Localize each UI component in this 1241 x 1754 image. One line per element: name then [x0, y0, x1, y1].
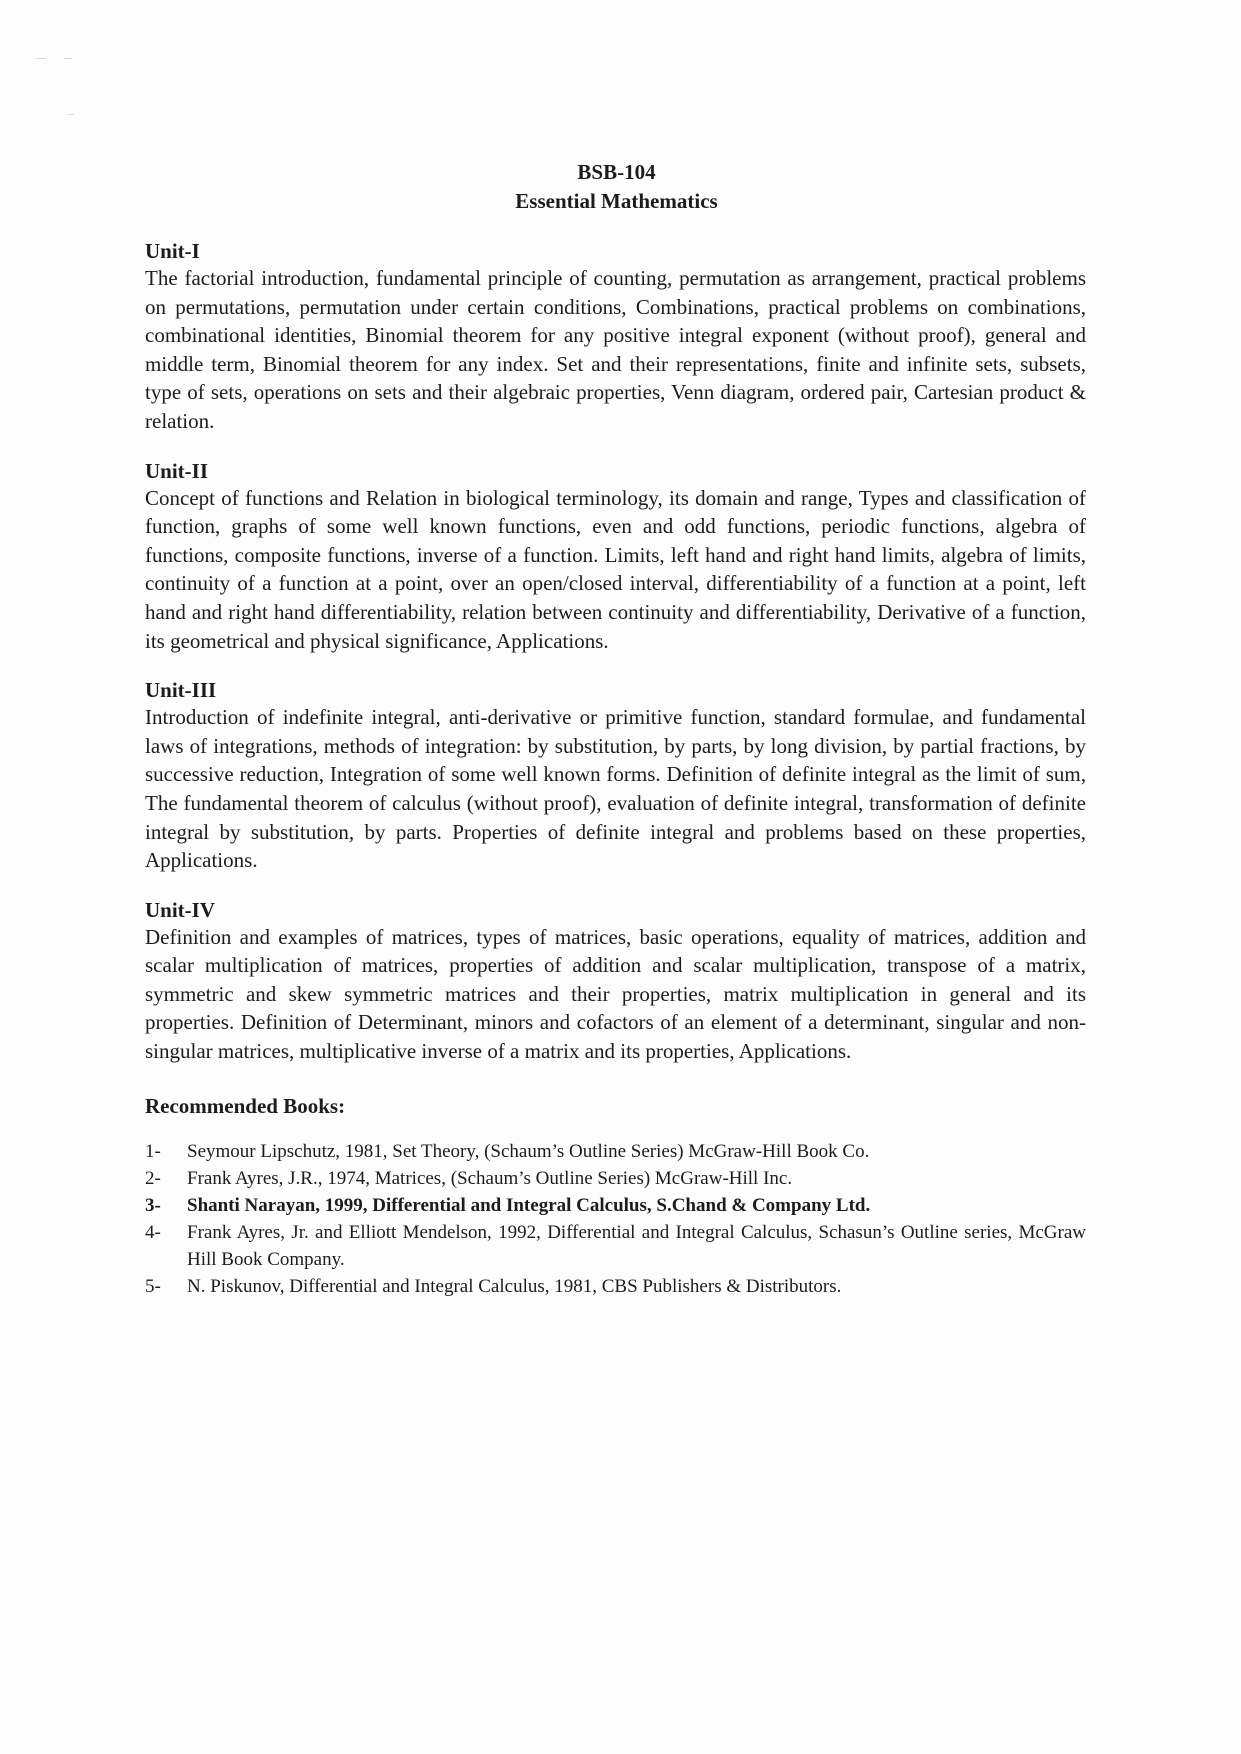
- document-page: [145, 158, 1086, 1300]
- book-item: [145, 1138, 1086, 1165]
- recommended-books: [145, 1092, 1086, 1300]
- unit-body: Introduction of indefinite integral, anti-derivative or primitive function, standard formulae, and fundamental laws of integrations, methods of integration: by substitution, by parts, by long division, by partial fractions, by successive reduction, Integration of some well known forms. Definition of definite integral as the limit of sum, The fundamental theorem of calculus (without proof), evaluation of definite integral, transformation of definite integral by substitution, by parts. Properties of definite integral and problems based on these properties, Applications.: [145, 705, 1086, 873]
- book-text: Shanti Narayan, 1999, Differential and Integral Calculus, S.Chand & Company Ltd.: [187, 1194, 871, 1216]
- book-item: [145, 1192, 1086, 1219]
- unit-title: Unit-I: [145, 239, 200, 263]
- book-list: [145, 1138, 1086, 1300]
- scan-artifact: [68, 114, 74, 115]
- unit-section: [145, 897, 1086, 1066]
- unit-section: [145, 458, 1086, 656]
- unit-title: Unit-III: [145, 678, 217, 703]
- book-item: [145, 1273, 1086, 1300]
- book-number: 5-: [145, 1275, 161, 1297]
- unit-body: Concept of functions and Relation in biological terminology, its domain and range, Types and classification of function, graphs of some well known functions, even and odd functions, periodic functions, algebra of functions, composite functions, inverse of a function. Limits, left hand and right hand limits, algebra of limits, continuity of a function at a point, over an open/closed interval, differentiability of a function at a point, left hand and right hand differentiability, relation between continuity and differentiability, Derivative of a function, its geometrical and physical significance, Applications.: [145, 485, 1086, 653]
- book-text: Seymour Lipschutz, 1981, Set Theory, (Schaum’s Outline Series) McGraw-Hill Book Co.: [187, 1140, 870, 1162]
- unit-body: Definition and examples of matrices, types of matrices, basic operations, equality of matrices, addition and scalar multiplication of matrices, properties of addition and scalar multiplication, transpose of a matrix, symmetric and skew symmetric matrices and their properties, matrix multiplication in general and its properties. Definition of Determinant, minors and cofactors of an element of a determinant, singular and non-singular matrices, multiplicative inverse of a matrix and its properties, Applications.: [145, 924, 1086, 1064]
- unit-title: Unit-II: [145, 458, 209, 483]
- unit-section: [145, 238, 1086, 436]
- book-number: 3-: [145, 1194, 161, 1216]
- book-number: 4-: [145, 1221, 161, 1243]
- course-code: BSB-104: [577, 160, 656, 184]
- book-item: [145, 1165, 1086, 1192]
- scan-artifact: [36, 58, 46, 59]
- book-text: Frank Ayres, Jr. and Elliott Mendelson, 1992, Differential and Integral Calculus, Schasun’s Outline series, McGraw Hill Book Company.: [187, 1221, 1086, 1270]
- unit-title: Unit-IV: [145, 897, 216, 922]
- unit-section: [145, 677, 1086, 875]
- book-number: 1-: [145, 1140, 161, 1162]
- course-title: Essential Mathematics: [515, 189, 718, 213]
- book-text: N. Piskunov, Differential and Integral Calculus, 1981, CBS Publishers & Distributors.: [187, 1275, 842, 1297]
- scan-artifact: [64, 58, 72, 59]
- books-heading: Recommended Books:: [145, 1093, 346, 1118]
- book-text: Frank Ayres, J.R., 1974, Matrices, (Schaum’s Outline Series) McGraw-Hill Inc.: [187, 1167, 793, 1189]
- unit-body: The factorial introduction, fundamental principle of counting, permutation as arrangement, practical problems on permutations, permutation under certain conditions, Combinations, practical problems on combinations, combinational identities, Binomial theorem for any positive integral exponent (without proof), general and middle term, Binomial theorem for any index. Set and their representations, finite and infinite sets, subsets, type of sets, operations on sets and their algebraic properties, Venn diagram, ordered pair, Cartesian product & relation.: [145, 266, 1086, 433]
- course-header: [147, 158, 1086, 216]
- book-item: [145, 1219, 1086, 1273]
- book-number: 2-: [145, 1167, 161, 1189]
